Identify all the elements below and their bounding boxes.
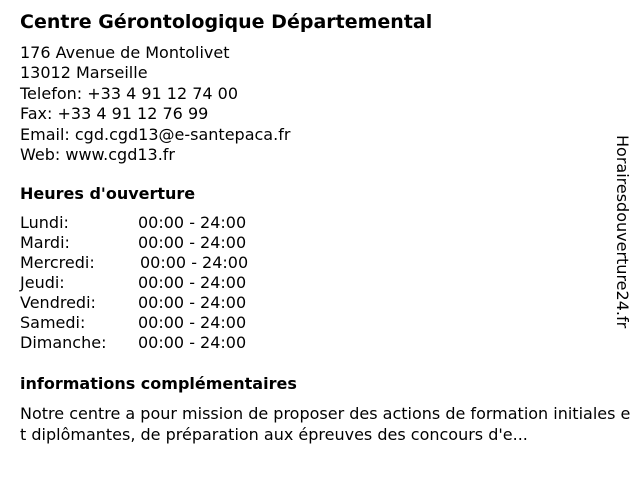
phone-number: Telefon: +33 4 91 12 74 00	[20, 83, 239, 103]
time-range: 00:00 - 24:00	[138, 233, 247, 252]
opening-hours-heading: Heures d'ouverture	[20, 184, 196, 203]
additional-info-text: Notre centre a pour mission de proposer des actions de formation initiales et diplômantes, de préparation aux épreuves des concours d'e...	[20, 404, 631, 444]
day-label: Samedi:	[20, 313, 86, 332]
day-label: Dimanche:	[20, 333, 107, 352]
fax-number: Fax: +33 4 91 12 76 99	[20, 104, 209, 124]
day-label: Vendredi:	[20, 293, 96, 312]
address-street: 176 Avenue de Montolivet	[20, 43, 230, 62]
day-label: Lundi:	[20, 213, 69, 232]
time-range: 00:00 - 24:00	[140, 253, 249, 272]
page-title: Centre Gérontologique Départemental	[20, 11, 433, 33]
time-range: 00:00 - 24:00	[138, 213, 247, 232]
day-label: Mercredi:	[20, 253, 95, 272]
website: Web: www.cgd13.fr	[20, 145, 175, 165]
address-city: 13012 Marseille	[20, 63, 148, 83]
email-address: Email: cgd.cgd13@e-santepaca.fr	[20, 124, 291, 144]
time-range: 00:00 - 24:00	[138, 293, 247, 312]
contact-block	[20, 43, 290, 165]
site-brand-vertical: Horairesdouverture24.fr	[613, 135, 632, 329]
day-label: Mardi:	[20, 233, 70, 252]
time-range: 00:00 - 24:00	[138, 313, 247, 332]
time-range: 00:00 - 24:00	[138, 333, 247, 352]
day-label: Jeudi:	[20, 273, 65, 292]
time-range: 00:00 - 24:00	[138, 273, 247, 292]
additional-info-heading: informations complémentaires	[20, 374, 297, 393]
